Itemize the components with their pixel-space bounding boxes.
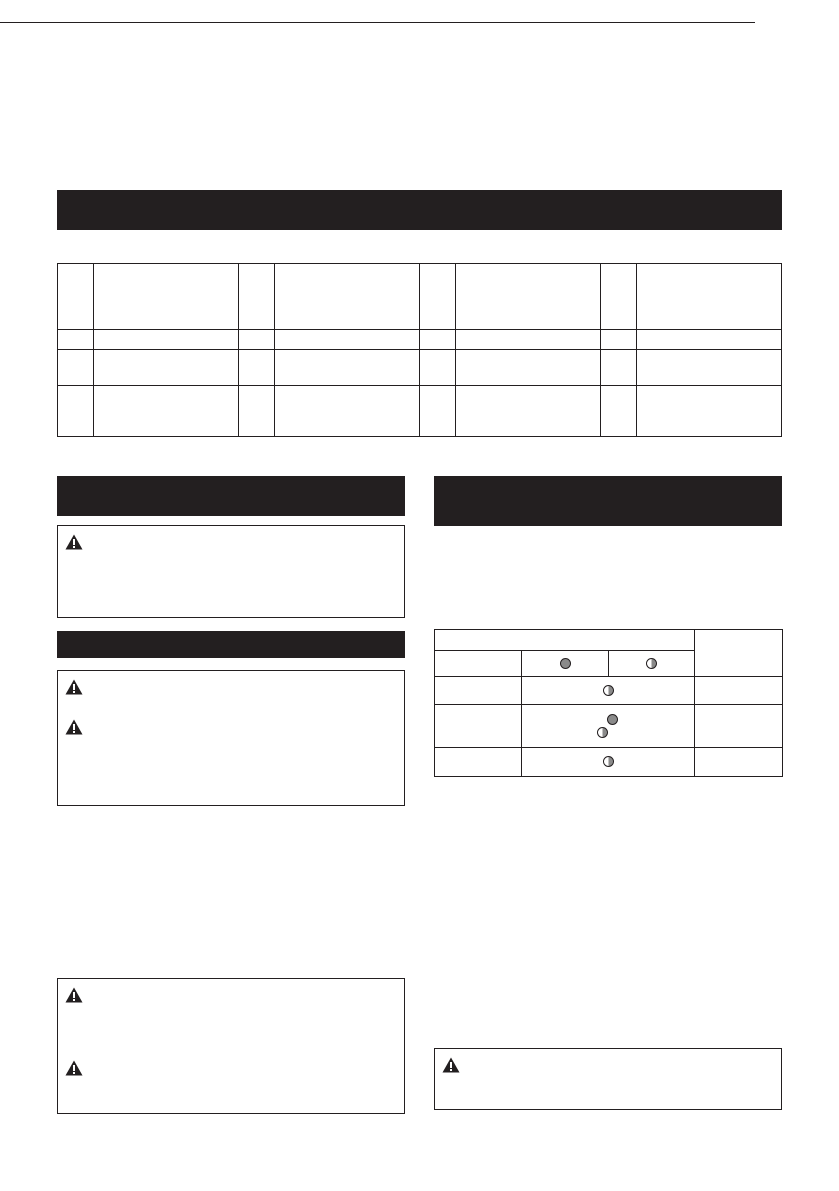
table-cell (420, 350, 456, 386)
table-cell (522, 705, 695, 748)
table-row (58, 350, 782, 386)
table-cell (435, 677, 522, 705)
table-cell (601, 330, 637, 350)
table-cell (239, 330, 275, 350)
table-cell (456, 330, 601, 350)
table-cell (601, 264, 637, 330)
table-cell (456, 386, 601, 437)
table-cell (695, 677, 783, 705)
table-cell (275, 330, 420, 350)
indicator-lamp-blinking-icon (646, 658, 657, 669)
warning-triangle-icon (65, 1060, 83, 1076)
table-cell (58, 386, 94, 437)
indicator-lamp-table (434, 629, 783, 777)
table-cell (637, 330, 782, 350)
table-cell (275, 350, 420, 386)
table-cell (94, 264, 239, 330)
table-cell (58, 350, 94, 386)
table-row (435, 630, 783, 651)
table-cell (275, 386, 420, 437)
table-cell (456, 350, 601, 386)
table-cell (94, 350, 239, 386)
table-cell (637, 264, 782, 330)
warning-triangle-icon (442, 1057, 460, 1073)
indicator-lamp-on-icon (560, 658, 571, 669)
table-cell (58, 264, 94, 330)
right-section-header-bar (434, 476, 782, 526)
warning-box (434, 1048, 782, 1110)
table-cell (637, 386, 782, 437)
table-header-cell (522, 651, 609, 677)
table-cell (435, 705, 522, 748)
top-rule (0, 22, 755, 23)
table-cell (94, 386, 239, 437)
table-cell (420, 330, 456, 350)
warning-box (57, 525, 405, 618)
table-cell (522, 748, 695, 777)
table-row (58, 386, 782, 437)
table-cell (239, 350, 275, 386)
table-row (435, 748, 783, 777)
table-cell (420, 386, 456, 437)
indicator-lamp-on-icon (607, 714, 618, 725)
warning-box (57, 978, 405, 1114)
warning-triangle-icon (65, 534, 83, 550)
table-cell (239, 264, 275, 330)
table-cell (601, 350, 637, 386)
table-row (435, 677, 783, 705)
table-cell (94, 330, 239, 350)
table-cell (58, 330, 94, 350)
warning-triangle-icon (65, 719, 83, 735)
table-cell (695, 748, 783, 777)
left-subsection-header-bar (57, 631, 405, 658)
table-cell (435, 748, 522, 777)
indicator-lamp-blinking-icon (597, 727, 608, 738)
table-row (435, 705, 783, 748)
table-cell (601, 386, 637, 437)
table-cell (456, 264, 601, 330)
warning-triangle-icon (65, 987, 83, 1003)
parts-description-table (57, 263, 782, 437)
table-header-cell (609, 651, 695, 677)
table-cell (420, 264, 456, 330)
table-cell (275, 264, 420, 330)
table-row (58, 330, 782, 350)
indicator-lamp-blinking-icon (603, 685, 614, 696)
table-cell (522, 677, 695, 705)
table-header-cell (695, 630, 783, 677)
table-row (58, 264, 782, 330)
table-cell (637, 350, 782, 386)
warning-triangle-icon (65, 679, 83, 695)
table-header-cell (435, 651, 522, 677)
table-header-cell (435, 630, 695, 651)
section-header-bar (57, 190, 782, 230)
warning-box (57, 670, 405, 806)
table-cell (695, 705, 783, 748)
left-section-header-bar (57, 476, 405, 516)
table-cell (239, 386, 275, 437)
indicator-lamp-blinking-icon (603, 756, 614, 767)
